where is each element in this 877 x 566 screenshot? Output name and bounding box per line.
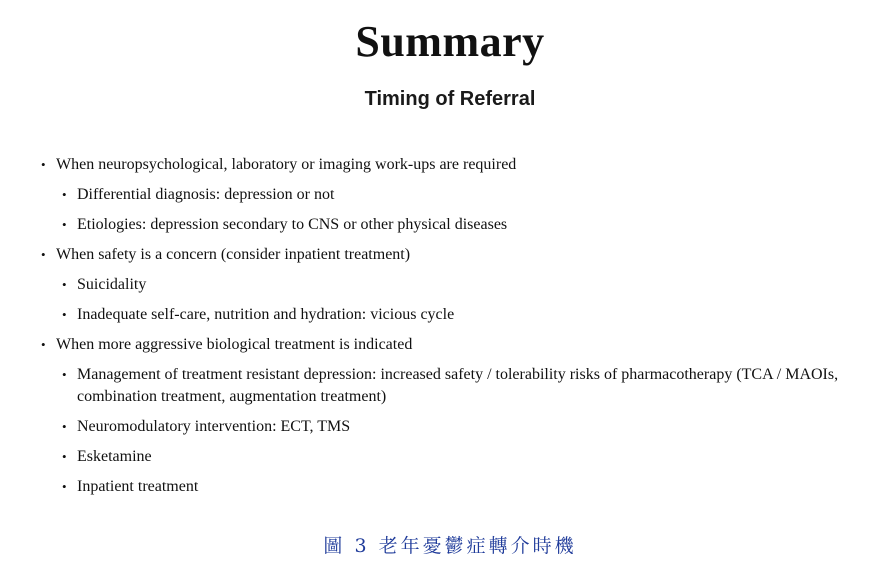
bullet-dot: •	[62, 449, 67, 464]
bullet-text: When safety is a concern (consider inpatient treatment)	[56, 246, 411, 263]
bullet-text: Etiologies: depression secondary to CNS or other physical diseases	[77, 216, 508, 233]
sub-bullet-item	[0, 214, 877, 236]
bullet-text: Inadequate self-care, nutrition and hydration: vicious cycle	[77, 306, 455, 323]
bullet-dot: •	[41, 157, 46, 172]
bullet-text: Neuromodulatory intervention: ECT, TMS	[77, 418, 351, 435]
bullet-dot: •	[62, 479, 67, 494]
sub-bullet-item	[0, 446, 877, 468]
bullet-dot: •	[62, 277, 67, 292]
bullet-dot: •	[62, 307, 67, 322]
bullet-dot: •	[62, 187, 67, 202]
slide-subtitle: Timing of Referral	[364, 88, 536, 110]
bullet-text: Suicidality	[77, 276, 147, 293]
bullet-dot: •	[41, 337, 46, 352]
bullet-list	[0, 154, 877, 506]
figure-caption: 圖 3 老年憂鬱症轉介時機	[323, 535, 577, 557]
bullet-text: When more aggressive biological treatment is indicated	[56, 336, 413, 353]
bullet-dot: •	[41, 247, 46, 262]
bullet-text: Esketamine	[77, 448, 152, 465]
sub-bullet-item	[0, 476, 877, 498]
bullet-item	[0, 154, 877, 176]
bullet-text: When neuropsychological, laboratory or imaging work-ups are required	[56, 156, 517, 173]
slide-title: Summary	[355, 17, 545, 66]
sub-bullet-item	[0, 416, 877, 438]
bullet-dot: •	[62, 367, 67, 382]
sub-bullet-item	[0, 364, 877, 408]
bullet-text: Inpatient treatment	[77, 478, 199, 495]
sub-bullet-item	[0, 184, 877, 206]
bullet-text: Differential diagnosis: depression or not	[77, 186, 335, 203]
sub-bullet-item	[0, 274, 877, 296]
bullet-item	[0, 334, 877, 356]
bullet-dot: •	[62, 419, 67, 434]
bullet-dot: •	[62, 217, 67, 232]
bullet-item	[0, 244, 877, 266]
bullet-text: Management of treatment resistant depression: increased safety / tolerability risks of pharmacotherapy (TCA / MAOIs, combination treatment, augmentation treatment)	[77, 366, 839, 405]
sub-bullet-item	[0, 304, 877, 326]
